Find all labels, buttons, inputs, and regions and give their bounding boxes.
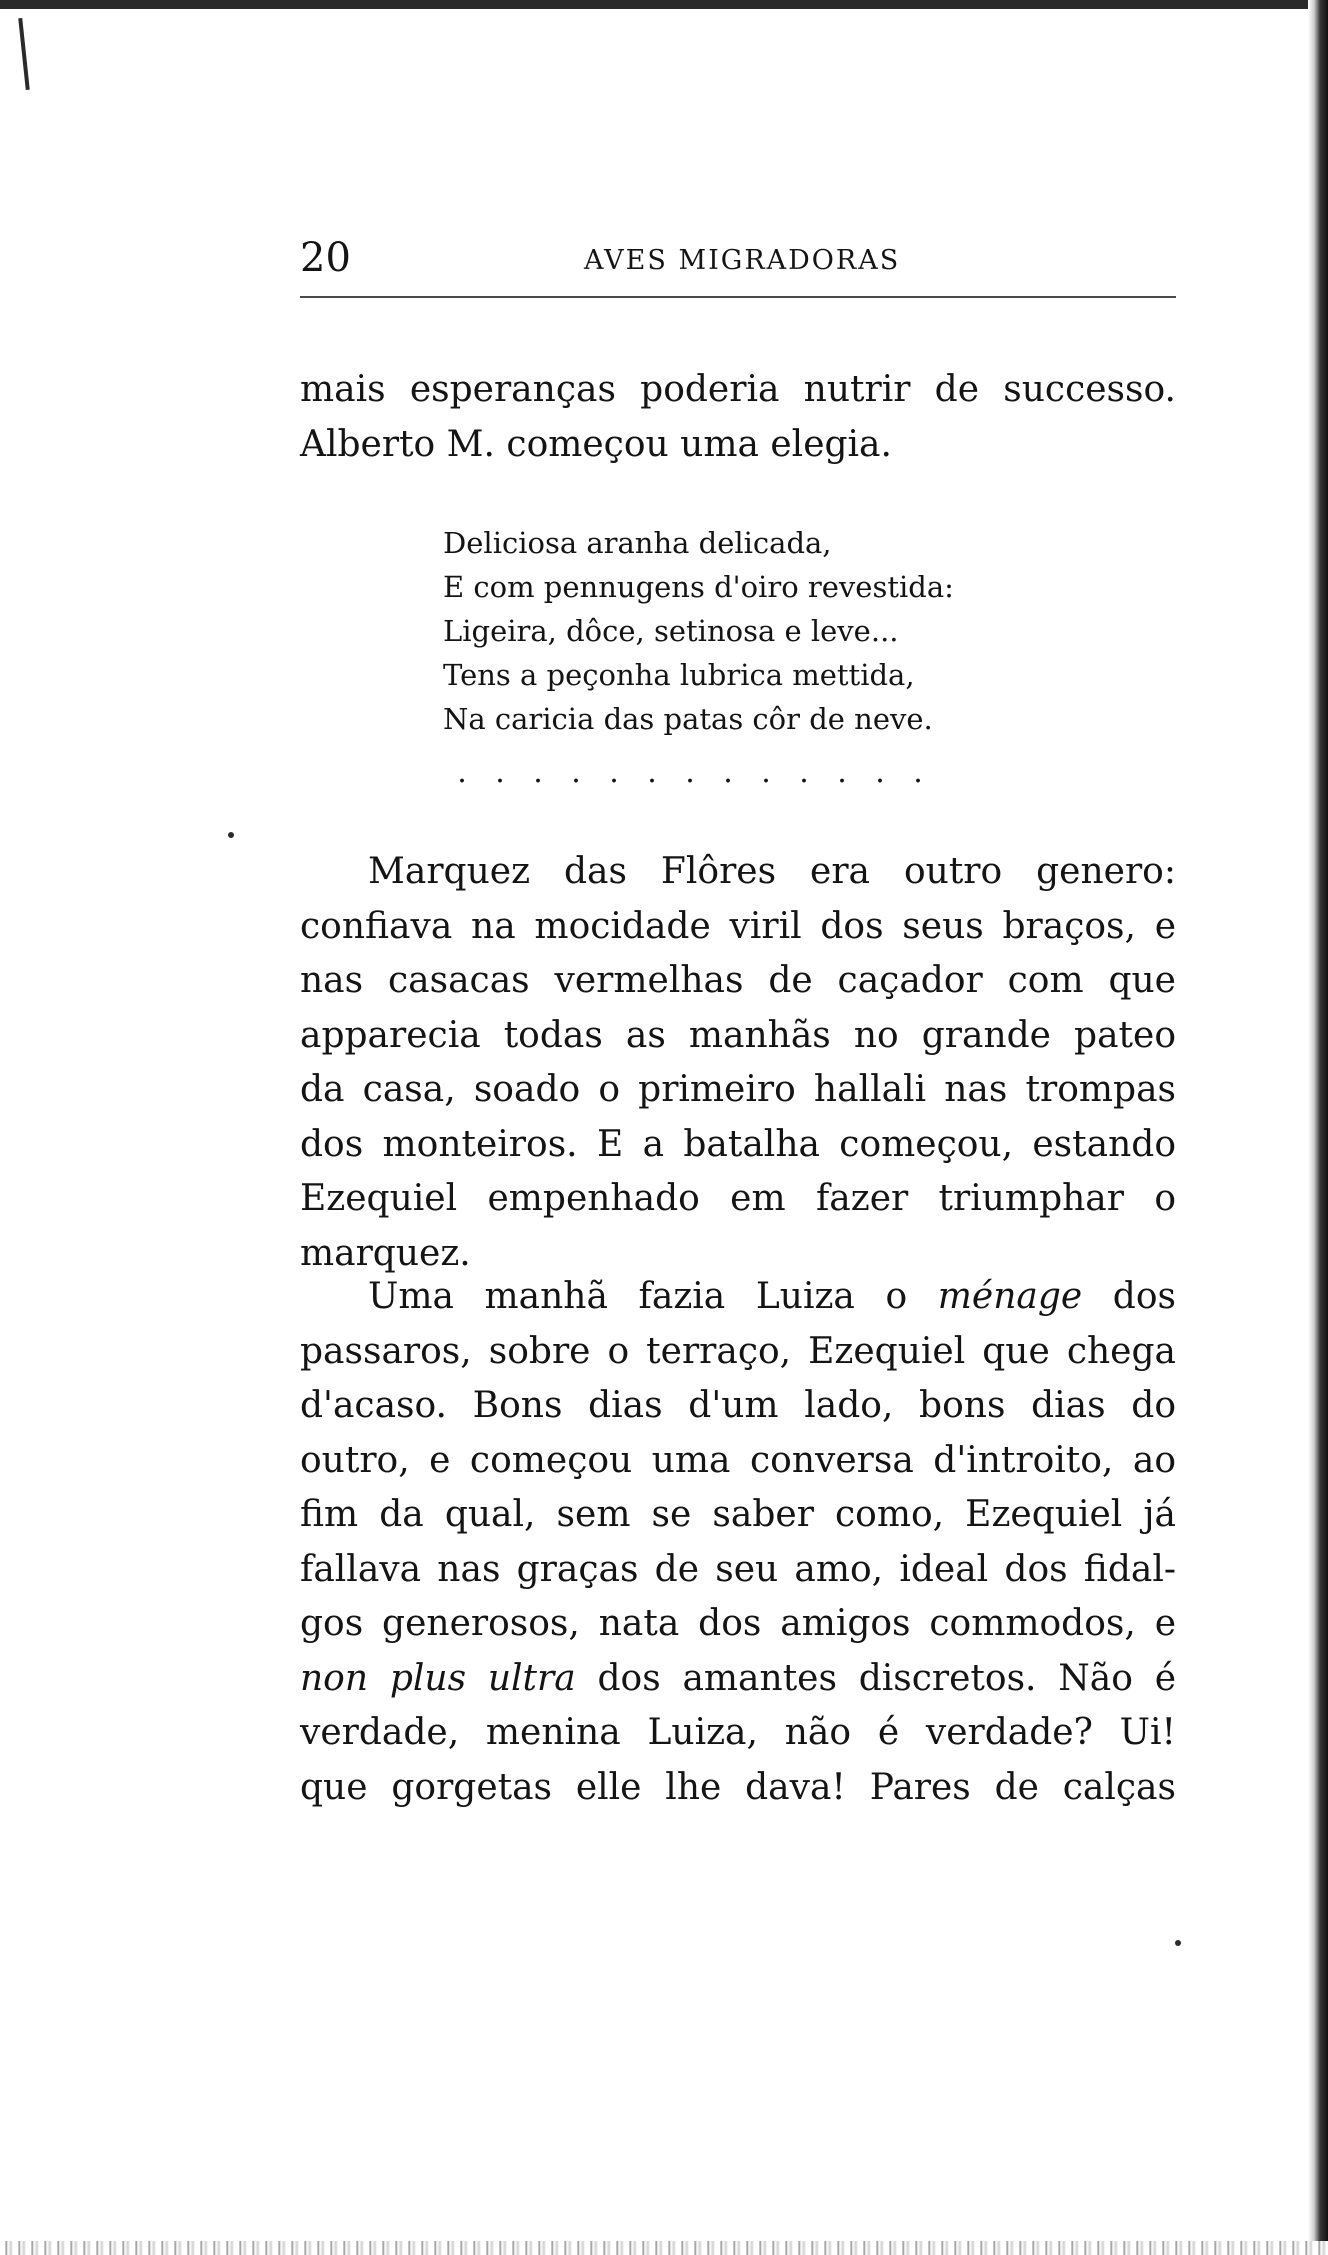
ellipsis-dot: . [913,755,923,790]
poem-verse: E com pennugens d'oiro revestida: [443,570,954,604]
poem-verse: Na caricia das patas côr de neve. [443,702,933,736]
text-run: Uma manhã fazia Luiza o [368,1276,908,1317]
page-number: 20 [300,235,351,281]
scan-speck [1175,1940,1181,1946]
text-line: dos monteiros. E a batalha começou, estando [300,1123,1176,1165]
text-line [300,1270,1176,1325]
text-line: Marquez das Flôres era outro genero: [368,851,1176,892]
scan-left-mark [18,18,30,90]
scan-speck [228,832,234,838]
poem-ellipsis [443,755,1028,790]
text-line: outro, e começou uma conversa d'introito, ao [300,1439,1176,1481]
scan-right-edge [1308,0,1328,2255]
ellipsis-dot: . [685,755,695,790]
text-line: apparecia todas as manhãs no grande pateo [300,1014,1176,1056]
intro-text [300,363,1176,472]
ellipsis-dot: . [609,755,619,790]
ellipsis-dot: . [837,755,847,790]
header-rule [300,296,1176,298]
poem-stanza [443,521,954,741]
text-line: marquez. [300,1232,471,1274]
text-line: confiava na mocidade viril dos seus braços, e [300,905,1176,947]
ellipsis-dot: . [799,755,809,790]
text-run: dos amantes discretos. Não é [597,1657,1176,1699]
text-line: nas casacas vermelhas de caçador com que [300,960,1176,1001]
text-line: que gorgetas elle lhe dava! Pares de calças [300,1766,1176,1808]
text-line: gos generosos, nata dos amigos commodos, e [300,1603,1176,1644]
scan-top-edge [0,0,1328,9]
text-line: d'acaso. Bons dias d'um lado, bons dias do [300,1385,1176,1426]
text-line: passaros, sobre o terraço, Ezequiel que chega [300,1330,1176,1372]
text-line: fallava nas graças de seu amo, ideal dos fidal- [300,1548,1176,1590]
text-line [300,1652,1176,1707]
text-run: dos [1112,1276,1176,1317]
ellipsis-dot: . [571,755,581,790]
italic-text: non plus ultra [300,1657,576,1699]
ellipsis-dot: . [457,755,467,790]
ellipsis-dot: . [495,755,505,790]
text-line: da casa, soado o primeiro hallali nas trompas [300,1069,1176,1110]
running-title: AVES MIGRADORAS [584,245,901,276]
text-line: Alberto M. começou uma elegia. [300,423,892,465]
ellipsis-dot: . [533,755,543,790]
ellipsis-dot: . [761,755,771,790]
poem-verse: Tens a peçonha lubrica mettida, [443,658,915,692]
text-line: Ezequiel empenhado em fazer triumphar o [300,1178,1176,1219]
ellipsis-dot: . [723,755,733,790]
page-header [300,226,1176,286]
text-line: verdade, menina Luiza, não é verdade? Ui! [300,1712,1176,1753]
ellipsis-dot: . [875,755,885,790]
ellipsis-dot: . [647,755,657,790]
paragraph-uma-manha [300,1270,1176,1815]
poem-verse: Deliciosa aranha delicada, [443,526,832,560]
scan-bottom-edge [0,2241,1328,2255]
text-line: mais esperanças poderia nutrir de successo. [300,369,1176,410]
text-line: fim da qual, sem se saber como, Ezequiel já [300,1494,1176,1535]
paragraph-marquez [300,845,1176,1281]
italic-text: ménage [937,1276,1083,1317]
poem-verse: Ligeira, dôce, setinosa e leve... [443,614,899,648]
